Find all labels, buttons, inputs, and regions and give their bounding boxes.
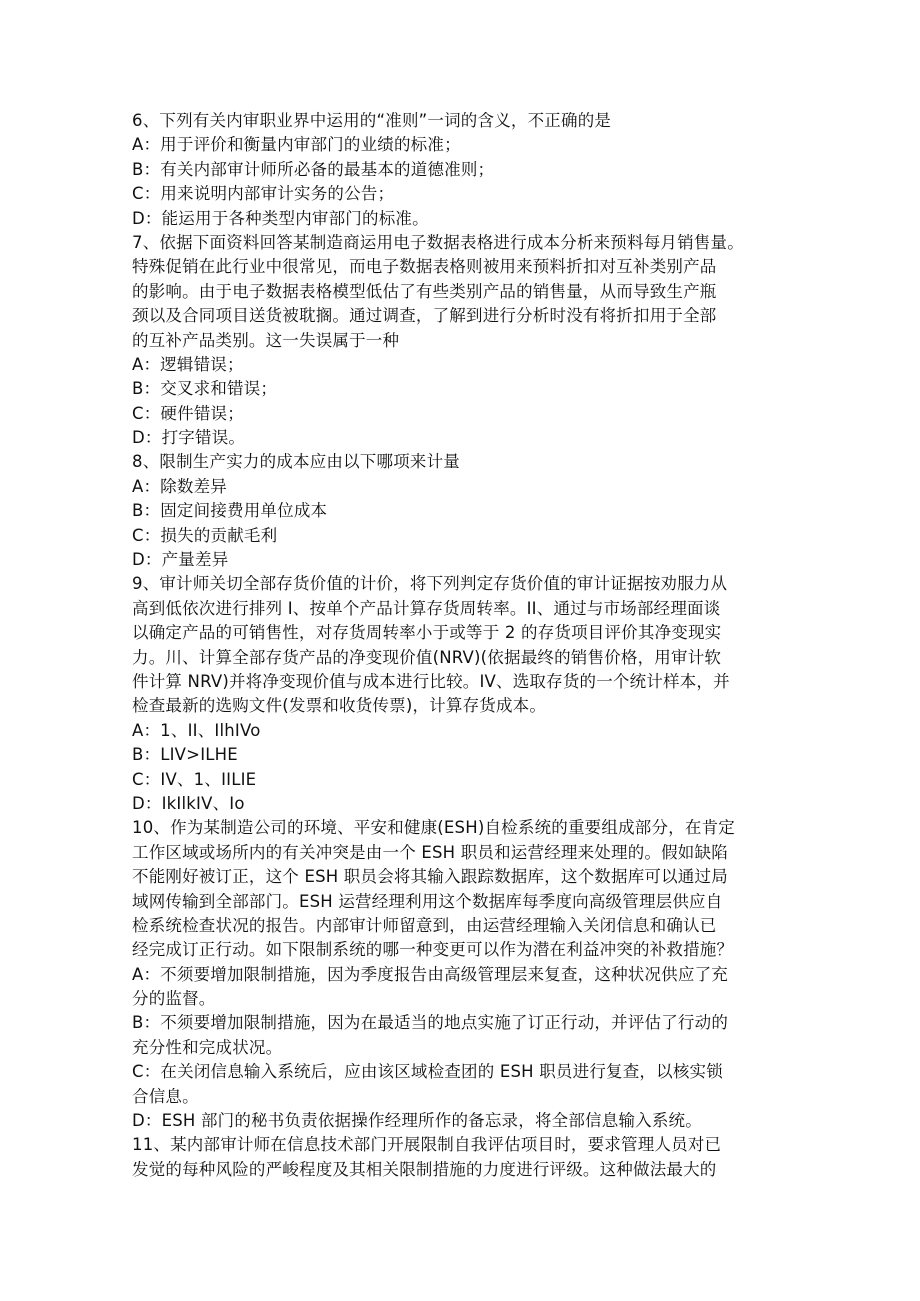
answer-option-line: C：用来说明内部审计实务的公告； [132, 184, 395, 204]
question-text-line: 6、下列有关内审职业界中运用的“准则”一词的含义，不正确的是 [132, 111, 612, 130]
answer-option-line: C：IV、1、IILIE [132, 769, 257, 789]
question-text-line: 不能刚好被订正，这个 ESH 职员会将其输入跟踪数据库，这个数据库可以通过局 [132, 867, 728, 887]
question-text-line: 检系统检查状况的报告。内部审计师留意到，由运营经理输入关闭信息和确认已 [132, 915, 717, 935]
question-text-line: 10、作为某制造公司的环境、平安和健康(ESH)自检系统的重要组成部分，在肯定 [132, 818, 735, 838]
question-text-line: 力。川、计算全部存货产品的净变现价值(NRV)(依据最终的销售价格，用审计软 [132, 647, 722, 667]
question-text-line: 11、某内部审计师在信息技术部门开展限制自我评估项目时，要求管理人员对已 [132, 1135, 722, 1155]
question-text-line: 特殊促销在此行业中很常见，而电子数据表格则被用来预料折扣对互补类别产品 [132, 257, 717, 277]
answer-option-line: B：不须要增加限制措施，因为在最适当的地点实施了订正行动，并评估了行动的 [132, 1013, 729, 1033]
answer-option-line: C：在关闭信息输入系统后，应由该区域检查团的 ESH 职员进行复查，以核实锁 [132, 1062, 723, 1082]
question-text-line: 的互补产品类别。这一失误属于一种 [132, 330, 400, 350]
question-text-line: 发觉的每种风险的严峻程度及其相关限制措施的力度进行评级。这种做法最大的 [132, 1159, 717, 1179]
answer-option-line: 合信息。 [132, 1086, 199, 1106]
question-text-line: 以确定产品的可销售性，对存货周转率小于或等于 2 的存货项目评价其净变现实 [132, 623, 722, 643]
document-body [132, 109, 792, 1182]
question-text-line: 8、限制生产实力的成本应由以下哪项来计量 [132, 452, 460, 472]
question-text-line: 件计算 NRV)并将净变现价值与成本进行比较。IV、选取存货的一个统计样本，并 [132, 671, 730, 691]
answer-option-line: B：LIV>ILHE [132, 745, 238, 765]
question-text-line: 颈以及合同项目送货被耽搁。通过调查，了解到进行分析时没有将折扣用于全部 [132, 306, 717, 326]
answer-option-line: B：固定间接费用单位成本 [132, 501, 328, 521]
answer-option-line: 充分性和完成状况。 [132, 1037, 283, 1057]
question-text-line: 9、审计师关切全部存货价值的计价，将下列判定存货价值的审计证据按劝服力从 [132, 574, 728, 594]
question-text-line: 的影响。由于电子数据表格模型低估了有些类别产品的销售量，从而导致生产瓶 [132, 281, 717, 301]
answer-option-line: A：用于评价和衡量内审部门的业绩的标准； [132, 135, 461, 155]
answer-option-line: B：有关内部审计师所必备的最基本的道德准则； [132, 159, 495, 179]
answer-option-line: C：损失的贡献毛利 [132, 525, 278, 545]
answer-option-line: A：逻辑错误； [132, 354, 244, 374]
answer-option-line: B：交叉求和错误； [132, 379, 278, 399]
answer-option-line: D：IkIlkIV、Io [132, 793, 245, 813]
question-text-line: 7、依据下面资料回答某制造商运用电子数据表格进行成本分析来预料每月销售量。 [132, 232, 744, 252]
answer-option-line: D：能运用于各种类型内审部门的标准。 [132, 208, 429, 228]
question-text-line: 检查最新的选购文件(发票和收货传票)，计算存货成本。 [132, 696, 547, 716]
answer-option-line: D：打字错误。 [132, 428, 246, 448]
question-text-line: 工作区域或场所内的有关冲突是由一个 ESH 职员和运营经理来处理的。假如缺陷 [132, 842, 728, 862]
answer-option-line: A：1、II、IlhIVo [132, 720, 261, 740]
answer-option-line: 分的监督。 [132, 989, 216, 1009]
answer-option-line: C：硬件错误； [132, 403, 244, 423]
answer-option-line: A：除数差异 [132, 476, 227, 496]
answer-option-line: D：产量差异 [132, 550, 229, 570]
question-text-line: 高到低依次进行排列 I、按单个产品计算存货周转率。II、通过与市场部经理面谈 [132, 598, 721, 618]
question-text-line: 域网传输到全部部门。ESH 运营经理利用这个数据库每季度向高级管理层供应自 [132, 891, 723, 911]
answer-option-line: A：不须要增加限制措施，因为季度报告由高级管理层来复查，这种状况供应了充 [132, 964, 728, 984]
question-text-line: 经完成订正行动。如下限制系统的哪一种变更可以作为潜在利益冲突的补救措施？ [132, 940, 734, 960]
answer-option-line: D：ESH 部门的秘书负责依据操作经理所作的备忘录，将全部信息输入系统。 [132, 1111, 702, 1131]
